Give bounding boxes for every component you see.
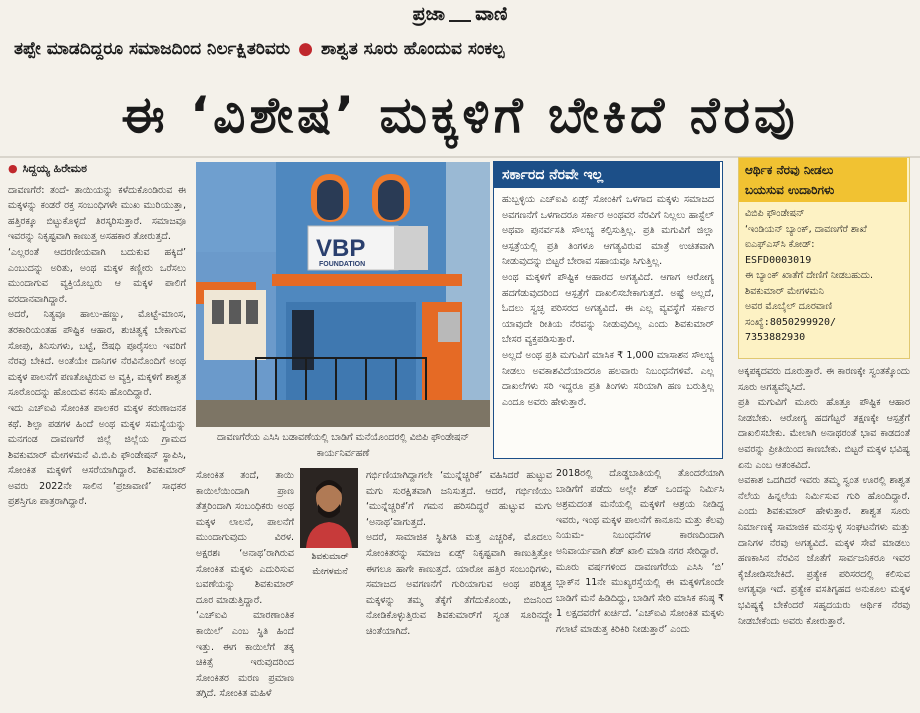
donation-box [738,157,910,359]
byline [8,161,186,177]
paragraph: ಅದರೆ, ಸಾಮಾಜಿಕ ಸ್ಥಿತಿಗತಿ ಮತ್ತ ಎಚ್ಚರಿಕೆ, ಮೊದಲು ಸೋಂಕಿತರನ್ನು ಸಮಾಜ ಏಡ್ಸ್ ನಿಕೃಷ್ಟವಾಗಿ ಕಾಣುತ್ತಿತ್ತೋ ಈಗಲೂ ಹಾಗೇ ಕಾಣುತ್ತದೆ. ಯಾರೋ ಹತ್ತಿರ ಸಂಬಂಧಿಗಳು, ಸಮಾಜದ ಅವಗಣನೆಗೆ ಗುರಿಯಾಗುವ ಅಂಥ ಪರಿತ್ಯಕ್ತ ಮಕ್ಕಳನ್ನು ತಮ್ಮ ತೆಕ್ಕೆಗೆ ತೆಗೆದುಕೊಂಡು, ಬಿಜನಿಂದ ನೋಡಿಕೊಳ್ಳುತ್ತಿರುವ ಶಿವಕುಮಾರ್‌ಗೆ ಸ್ವಂತ ಸೂರಿನದ್ದೇ ಚಿಂತೆಯಾಗಿದೆ. [366,532,552,637]
paragraph: ಪ್ರತಿ ಮಗುವಿಗೆ ಮೂರು ಹೊತ್ತೂ ಪೌಷ್ಟಿಕ ಆಹಾರ ನೀಡಬೇಕು. ಆರೋಗ್ಯ ಹದಗೆಟ್ಟರೆ ತಕ್ಷಣಕ್ಕೇ ಆಸ್ಪತ್ರೆಗೆ ದಾಖಲಿಸಬೇಕು. ಮೇಲಾಗಿ ಅನಾಥರಂತೆ ಭಾವ ಕಾಡದಂತೆ ಅವರನ್ನು ಪ್ರೀತಿಯಿಂದ ಕಾಣಬೇಕು. ಬಿಟ್ಟರೆ ಮಕ್ಕಳ ಭವಿಷ್ಯ ಏನು ಎಂಬ ಆತಂಕವಿದೆ. [738,397,910,471]
donation-org: ವಿಬಿಪಿ ಫೌಂಡೇಷನ್ [745,208,805,219]
portrait-photo [300,468,358,548]
paragraph: ಸೋಂಕಿತ ತಂದೆ, ತಾಯಿ ಕಾಯಿಲೆಯಿಂದಾಗಿ ಪ್ರಾಣ ತೆತ್ತರಿಂದಾಗಿ ಸಂಬಂಧಿಕರು ಅಂಥ ಮಕ್ಕಳ ಲಾಲನೆ, ಪಾಲನೆಗೆ ಮುಂದಾಗುವುದು ವಿರಳ. ಅಕ್ಷರಶಃ ‘ಅನಾಥ’ರಾಗಿರುವ ಸೋಂಕಿತ ಮಕ್ಕಳು ಎದುರಿಸುವ ಬವಣೆಯನ್ನು ಶಿವಕುಮಾರ್ ದೂರ ಮಾಡುತ್ತಿದ್ದಾರೆ. [196,470,294,606]
byline-author: ಸಿದ್ದಯ್ಯ ಹಿರೇಮಠ [22,162,87,175]
donation-note: ಈ ಬ್ಯಾಂಕ್ ಖಾತೆಗೆ ದೇಣಿಗೆ ನೀಡಬಹುದು. [745,270,874,281]
building-photo [196,162,490,427]
sign-foundation-text: FOUNDATION [319,261,366,268]
paragraph: ಗರ್ಭಿಣಿಯಾಗಿದ್ದಾಗಲೇ ‘ಮುನ್ನೆಚ್ಚರಿಕೆ’ ವಹಿಸಿದರೆ ಹುಟ್ಟುವ ಮಗು ಸುರಕ್ಷಿತವಾಗಿ ಜನಿಸುತ್ತದೆ. ಆದರೆ, ಗರ್ಭಿಣಿಯು ‘ಮುನ್ನೆಚ್ಚರಿಕೆ’ಗೆ ಗಮನ ಹರಿಸದಿದ್ದರೆ ಹುಟ್ಟುವ ಮಗು ‘ಅನಾಥ’ವಾಗುತ್ತದೆ. [366,470,552,528]
kicker-right: ಶಾಶ್ವತ ಸೂರು ಹೊಂದುವ ಸಂಕಲ್ಪ [321,39,505,59]
paragraph: ದಾವಣಗೆರೆ: ತಂದೆ- ತಾಯಿಯನ್ನು ಕಳೆದುಕೊಂಡಿರುವ ಈ ಮಕ್ಕಳನ್ನು ಕಂಡರೆ ರಕ್ತ ಸಂಬಂಧಿಗಳೇ ಮುಖ ಮುರಿಯುತ್ತಾ, ಹತ್ತಿರಕ್ಕೂ ಬಿಟ್ಟುಕೊಳ್ಳದೆ ತಿರಸ್ಕರಿಸುತ್ತಾರೆ. ಸಮಾಜವೂ ಇವರನ್ನು ನಿಕೃಷ್ಟವಾಗಿ ಕಾಣುತ್ತ ಅಸಹಕಾರ ತೋರುತ್ತದೆ. [8,184,186,243]
paragraph: ‘ಎಚ್‌ಐವಿ ಮಾರಣಾಂತಿಕ ಕಾಯಿಲೆ’ ಎಂಬ ಸ್ಥಿತಿ ಹಿಂದೆ ಇತ್ತು. ಈಗ ಕಾಯಿಲೆಗೆ ತಕ್ಕ ಚಿಕಿತ್ಸೆ ಇರುವುದರಿಂದ ಸೋಂಕಿತರ ಮರಣ ಪ್ರಮಾಣ ತಗ್ಗಿದೆ. ಸೋಂಕಿತ ಮಹಿಳೆ [196,610,294,700]
headline: ಈ ‘ವಿಶೇಷ’ ಮಕ್ಕಳಿಗೆ ಬೇಕಿದೆ ನೆರವು [121,86,799,144]
masthead [0,0,920,28]
donation-ifsc-label: ಐಎಫ್‌ಎಸ್‌ಸಿ ಕೋಡ್: [745,239,815,250]
donation-ifsc-code: ESFD0003019 [745,254,812,266]
kicker-left: ತಪ್ಪೇ ಮಾಡದಿದ್ದರೂ ಸಮಾಜದಿಂದ ನಿರ್ಲಕ್ಷಿತರಿವರು [14,39,291,59]
donation-contact-name: ಶಿವಕುಮಾರ್ ಮೇಗಳಮನಿ [745,285,824,297]
donation-title-line1: ಆರ್ಥಿಕ ನೆರವು ನೀಡಲು [745,163,834,177]
donation-box-body [745,206,905,356]
masthead-name-left: ಪ್ರಜಾ [412,3,446,25]
paragraph: ಅಂಥ ಮಕ್ಕಳಿಗೆ ಪೌಷ್ಟಿಕ ಆಹಾರದ ಅಗತ್ಯವಿದೆ. ಆಗಾಗ ಆರೋಗ್ಯ ಹದಗೆಡುವುದರಿಂದ ಆಸ್ಪತ್ರೆಗೆ ದಾಖಲಿಸಬೇಕಾಗುತ್ತದೆ. ಅಷ್ಟೆ ಅಲ್ಲದೆ, ಓದಲು ಸ್ವಚ್ಛ ಪರಿಸರದ ಅಗತ್ಯವಿದೆ. ಈ ಎಲ್ಲ ವ್ಯವಸ್ಥೆಗೆ ಸರ್ಕಾರ ಯಾವುದೇ ರೀತಿಯ ನೆರವನ್ನು ನೀಡುವುದಿಲ್ಲ ಎಂದು ಶಿವಕುಮಾರ್ ಬೇಸರ ವ್ಯಕ್ತಪಡಿಸುತ್ತಾರೆ. [502,271,714,346]
masthead-name-right: ವಾಣಿ [475,3,508,25]
column-3 [366,468,552,708]
donation-box-title [739,158,907,202]
paragraph: 2018ರಲ್ಲಿ ದೊಡ್ಡಬಾತಿಯಲ್ಲಿ ತೊಂದರೆಯಾಗಿ ಬಾಡಿಗೆಗೆ ಪಡೆದು ಅಲ್ಲೇ ಶೆಡ್ ಒಂದನ್ನು ನಿರ್ಮಿಸಿ ಅಶ್ರಮದಂತ ಮನೆಯಲ್ಲಿ ಮಕ್ಕಳಿಗೆ ಆಶ್ರಯ ನೀಡಿದ್ದ ಇವರು, ಇಂಥ ಮಕ್ಕಳ ಪಾಲನೆಗೆ ಕಾನೂನು ಮತ್ತು ಕೆಲವು ನಿಯಮ- ನಿಬಂಧನೆಗಳ ಕಾರಣದಿಂದಾಗಿ ಅನಿವಾರ್ಯವಾಗಿ ಶೆಡ್ ಖಾಲಿ ಮಾಡಿ ನಗರ ಸೇರಿದ್ದಾರೆ. [556,468,724,557]
masthead-logo-icon [449,8,471,22]
sidebar-box-body [502,192,714,454]
column-1 [8,161,186,709]
paragraph: ಅವಕಾಶ ಒದಗಿದರೆ ಇವರು ತಮ್ಮ ಸ್ವಂತ ಊರಲ್ಲಿ ಶಾಶ್ವತ ನೆಲೆಯ ಹಿನ್ನಲೆಯ ನಿರ್ಮಿಸುವ ಗುರಿ ಹೊಂದಿದ್ದಾರೆ. ಎಂದು ಶಿವಕುಮಾರ್ ಹೇಳುತ್ತಾರೆ. ಶಾಶ್ವತ ಸೂರು ನಿರ್ಮಾಣಕ್ಕೆ ಸಾಮಾಜಿಕ ಮನಸ್ಸುಳ್ಳ ಸಂಘಟನೆಗಳು ಮತ್ತು ದಾನಿಗಳ ನೆರವು ಅಗತ್ಯವಿದೆ. ಮಕ್ಕಳ ಸೇವೆ ಮಾಡಲು ಹಣಕಾಸಿನ ನೆರವಿನ ಜೊತೆಗೆ ಸಾರ್ವಜನಿಕರೂ ಇವರ ಕೈಜೋಡಿಸಬೇಕಿದೆ. ಪ್ರತ್ಯೇಕ ಪರಿಸರದಲ್ಲಿ ಕಲಿಸುವ ಅಗತ್ಯವೂ ಇದೆ. ಪ್ರತ್ಯೇಕ ವಸತಿಗೃಹದ ಅನುಕೂಲ ಮಕ್ಕಳ ಭವಿಷ್ಯಕ್ಕೆ ಬೇಕೆಂದರೆ ಸಹೃದಯರು ಆರ್ಥಿಕ ನೆರವು ನೀಡಬೇಕೆಂದು ಅವರು ಕೋರುತ್ತಾರೆ. [738,475,910,627]
portrait-caption-line2: ಮೇಗಳಮನೆ [312,567,348,577]
column-6 [738,364,910,708]
bullet-icon: ● [298,39,314,59]
paragraph: ಇದು ಎಚ್‌ಐವಿ ಸೋಂಕಿತ ಪಾಲಕರ ಮಕ್ಕಳ ಕರುಣಾಜನಕ ಕಥೆ. ಶಿಲ್ಪಾ ಪಡಗಳ ಹಿಂದೆ ಅಂಥ ಮಕ್ಕಳ ಸಮಸ್ಯೆಯನ್ನು ಮನಗಂಡ ದಾವಣಗೆರೆ ಜಿಲ್ಲೆ ಜಿಲ್ಲೆಯ ಗ್ರಾಮದ ಶಿವಕುಮಾರ್ ಮೇಗಳಮನೆ ವಿ.ಬಿ.ಪಿ ಫೌಂಡೇಷನ್ ಸ್ಥಾಪಿಸಿ, ಸೋಂಕಿತ ಮಕ್ಕಳಿಗೆ ಆಸರೆಯಾಗಿದ್ದಾರೆ. ಶಿವಕುಮಾರ್ ಅವರು 2022ನೇ ಸಾಲಿನ ‘ಪ್ರಜಾವಾಣಿ’ ಸಾಧಕರ ಪ್ರಶಸ್ತಿಗೂ ಪಾತ್ರರಾಗಿದ್ದಾರೆ. [8,402,186,508]
donation-phone-2: 7353882930 [745,332,806,343]
column-5 [556,466,724,708]
paragraph: ಅಲ್ಲದೆ ಅಂಥ ಪ್ರತಿ ಮಗುವಿಗೆ ಮಾಸಿಕ ₹ 1,000 ಮಾಸಾಶನ ಸೌಲಭ್ಯ ನೀಡಲು ಅವಕಾಶವಿದೆಯಾದರೂ ಹಲವಾರು ನಿಬಂಧನೆಗಳಿವೆ. ಎಲ್ಲ ದಾಖಲೆಗಳು ಸರಿ ಇದ್ದರೂ ಪ್ರತಿ ತಿಂಗಳು ಸರಿಯಾಗಿ ಹಣ ಬರುತ್ತಿಲ್ಲ ಎಂದೂ ಅವರು ಹೇಳುತ್ತಾರೆ. [502,349,714,408]
donation-phone-1: ಸಂಖ್ಯೆ:8050299920/ [745,316,837,328]
column-2 [196,468,294,708]
sign-vbp-text: VBP [316,235,366,262]
paragraph: ಮೂರು ವರ್ಷಗಳಿಂದ ದಾವಣಗೆರೆಯ ಎಸಿಸಿ ‘ಬಿ’ ಬ್ಲಾಕ್‌ನ 11ನೇ ಮುಖ್ಯರಸ್ತೆಯಲ್ಲಿ ಈ ಮಕ್ಕಳಿಗೊಂದೇ ಬಾಡಿಗೆ ಮನೆ ಹಿಡಿದಿದ್ದು, ಬಾಡಿಗೆ ಸೇರಿ ಮಾಸಿಕ ಕನಿಷ್ಠ ₹ 1 ಲಕ್ಷದವರೆಗೆ ಖರ್ಚಿದೆ. ‘ಎಚ್‌ಐವಿ ಸೋಂಕಿತ ಮಕ್ಕಳು ಗಲಾಟೆ ಮಾಡುತ್ತ ಕಿರಿಕಿರಿ ನೀಡುತ್ತಾರೆ’ ಎಂದು [556,561,724,635]
portrait-caption [294,550,366,582]
sidebar-box-title: ಸರ್ಕಾರದ ನೆರವೇ ಇಲ್ಲ [494,162,720,188]
sidebar-box [493,161,723,459]
donation-bank: ‘ಇಂಡಿಯನ್ ಬ್ಯಾಂಕ್, ದಾವಣಗೆರೆ ಶಾಖೆ [745,223,867,235]
portrait-caption-line1: ಶಿವಕುಮಾರ್ [311,552,349,562]
paragraph: ಅಕ್ಕಪಕ್ಕದವರು ದೂರುತ್ತಾರೆ. ಈ ಕಾರಣಕ್ಕೇ ಸ್ವಂತಕ್ಕೊಂದು ಸೂರು ಅಗತ್ಯವೆನ್ನಿಸಿದೆ. [738,366,910,393]
kicker [14,34,904,64]
donation-title-line2: ಬಯಸುವ ಉದಾರಿಗಳು [745,183,835,197]
bullet-icon: ● [8,162,18,175]
photo-caption: ದಾವಣಗೆರೆಯ ಎಸಿಸಿ ಬಡಾವಣೆಯಲ್ಲಿ ಬಾಡಿಗೆ ಮನೆಯೊಂದರಲ್ಲಿ ವಿಬಿಪಿ ಫೌಂಡೇಷನ್‌ ಕಾರ್ಯನಿರ್ವಹಣೆ [216,432,470,459]
paragraph: ಅದರೆ, ನಿತ್ಯವೂ ಹಾಲು-ಹಣ್ಣು, ಮೊಟ್ಟೆ-ಮಾಂಸ, ತರಕಾರಿಯಂತಹ ಪೌಷ್ಟಿಕ ಆಹಾರ, ಶುಚಿತ್ವಕ್ಕೆ ಬೇಕಾಗುವ ಸೋಪು, ತಿನಿಸುಗಳು, ಬಟ್ಟೆ, ಔಷಧಿ ಪೂರೈಸಲು ಇವರಿಗೆ ನೆರವು ಬೇಕಿದೆ. ಅಂತೆಯೇ ದಾನಿಗಳ ನೆರವಿನೊಂದಿಗೆ ಅಂಥ ಮಕ್ಕಳ ಪಾಲನೆಗೆ ಪಣತೊಟ್ಟಿರುವ ಅ ವ್ಯಕ್ತಿ, ಮಕ್ಕಳಿಗೆ ಶಾಶ್ವತ ಸೂರೊಂದನ್ನು ಹೊಂದುವ ಕನಸು ಹೊಂದಿದ್ದಾರೆ. [8,309,186,399]
donation-contact-label: ಅವರ ಮೊಬೈಲ್ ದೂರವಾಣಿ [745,301,833,312]
paragraph: ‘ಎಲ್ಲರಂತೆ ಆದರಣೀಯವಾಗಿ ಬದುಕುವ ಹಕ್ಕಿದೆ’ ಎಂಬುದನ್ನು ಅರಿತು, ಅಂಥ ಮಕ್ಕಳ ಕಣ್ಣೀರು ಒರೆಸಲು ಮುಂದಾಗುವ ವ್ಯಕ್ತಿಯೊಬ್ಬರು ಆ ಮಕ್ಕಳ ಪಾಲಿಗೆ ವರದಾನವಾಗಿದ್ದಾರೆ. [8,246,186,305]
paragraph: ಹುಬ್ಬಳ್ಳಿಯ ಎಚ್‌ಐವಿ ಏಡ್ಸ್ ಸೋಂಕಿಗೆ ಒಳಗಾದ ಮಕ್ಕಳು ಸಮಾಜದ ಅವಗಣನೆಗೆ ಒಳಗಾದರೂ ಸರ್ಕಾರ ಅಂಥವರ ನೆರವಿಗೆ ನಿಲ್ಲಲು ಹಾಸ್ಟೆಲ್ ಅಥವಾ ಪುನರ್ವಸತಿ ಸೌಲಭ್ಯ ಕಲ್ಪಿಸುತ್ತಿಲ್ಲ. ಪ್ರತಿ ಮಗುವಿಗೆ ಜಿಲ್ಲಾ ಆಸ್ಪತ್ರೆಯಲ್ಲಿ ಪ್ರತಿ ತಿಂಗಳೂ ಆಗತ್ಯವಿರುವ ಮಾತ್ರೆ ಉಚಿತವಾಗಿ ನೀಡುವುದನ್ನು ಬಿಟ್ಟರೆ ಬೇರಾವ ಸಹಾಯವೂ ಸಿಗುತ್ತಿಲ್ಲ. [502,194,714,268]
